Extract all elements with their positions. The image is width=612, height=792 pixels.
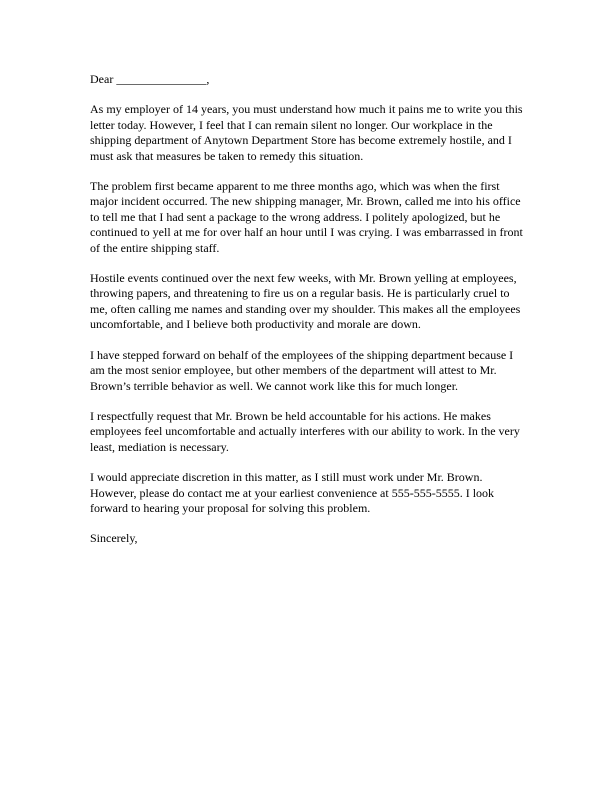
- paragraph-behalf: I have stepped forward on behalf of the employees of the shipping department because I am the most senior employee, but other members of the department will attest to Mr. Brown’s terrible behavior as well. We cannot work like this for much longer.: [90, 347, 514, 393]
- paragraph-request: I respectfully request that Mr. Brown be held accountable for his actions. He makes employees feel uncomfortable and actually interferes with our ability to work. In the very least, mediation is necessary.: [90, 408, 520, 454]
- paragraph-hostile-events: Hostile events continued over the next few weeks, with Mr. Brown yelling at employees, throwing papers, and threatening to fire us on a regular basis. He is particularly cruel to me, often calling me names and standing over my shoulder. This makes all the employees uncomfortable, and I believe both productivity and morale are down.: [90, 271, 521, 332]
- paragraph-discretion: I would appreciate discretion in this matter, as I still must work under Mr. Brown. However, please do contact me at your earliest convenience at 555-555-5555. I look forward to hearing your proposal for solving this problem.: [90, 470, 495, 515]
- closing: Sincerely,: [90, 531, 138, 546]
- letter-body: [90, 72, 530, 547]
- salutation: Dear _______________,: [90, 72, 210, 86]
- paragraph-intro: As my employer of 14 years, you must understand how much it pains me to write you this letter today. However, I feel that I can remain silent no longer. Our workplace in the shipping department of Anytown Department Store has become extremely hostile, and I must ask that measures be taken to remedy this situation.: [90, 102, 523, 163]
- paragraph-incident: The problem first became apparent to me three months ago, which was when the first major incident occurred. The new shipping manager, Mr. Brown, called me into his office to tell me that I had sent a package to the wrong address. I politely apologized, but he continued to yell at me for over half an hour until I was crying. I was embarrassed in front of the entire shipping staff.: [90, 179, 523, 255]
